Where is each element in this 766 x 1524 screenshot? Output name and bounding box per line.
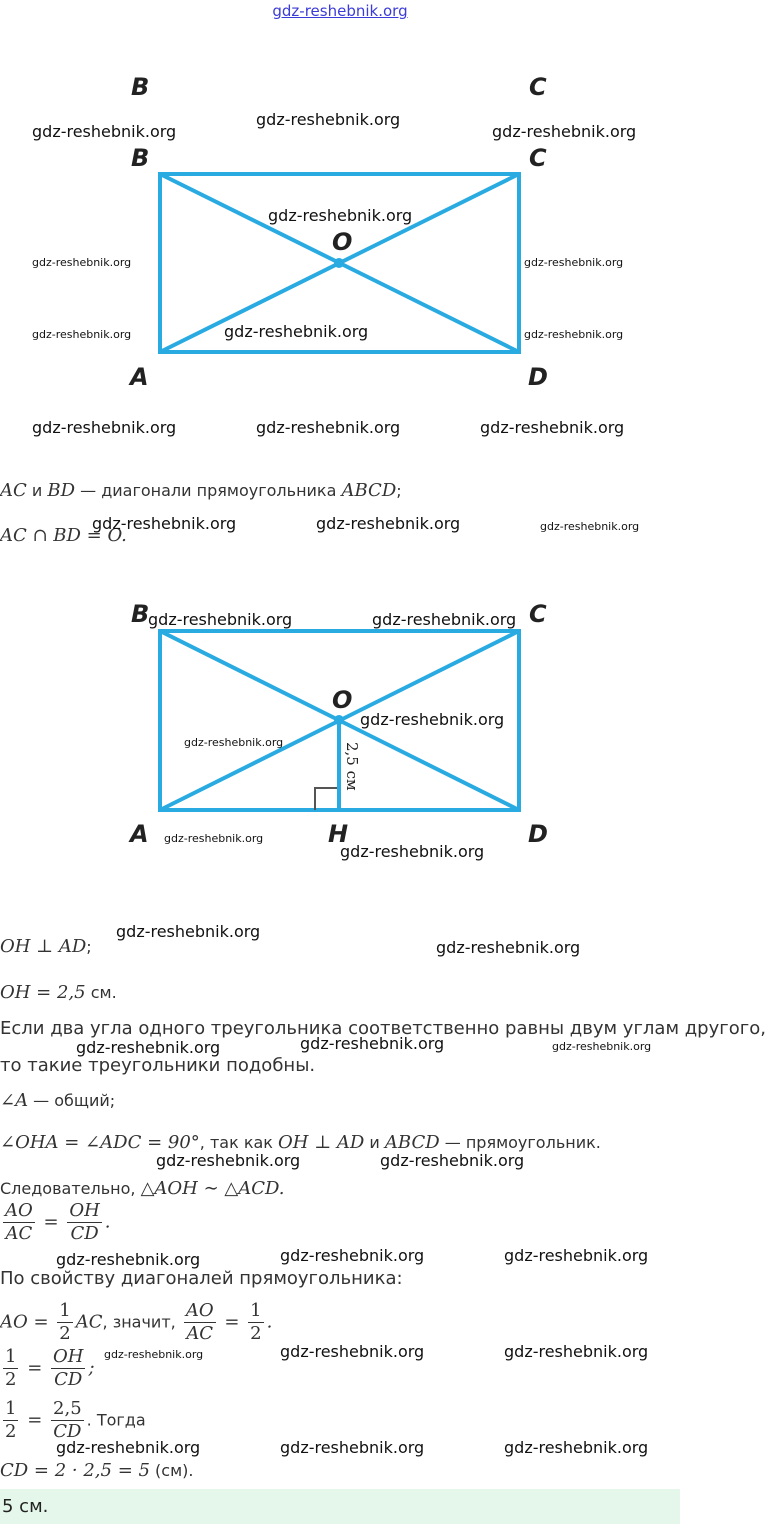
fig2-point-o — [334, 715, 344, 725]
text-and-2: и — [364, 1133, 385, 1152]
fig1-label-c: C — [529, 144, 547, 172]
watermark: gdz-reshebnik.org — [256, 110, 401, 129]
watermark: gdz-reshebnik.org — [76, 1038, 221, 1057]
frac-den: 2 — [5, 1421, 17, 1442]
fig1-label-o: O — [332, 228, 353, 256]
watermark: gdz-reshebnik.org — [56, 1250, 201, 1269]
watermark: gdz-reshebnik.org — [224, 322, 369, 341]
solution-line-common-angle — [0, 1090, 115, 1111]
frac-one-half — [57, 1300, 72, 1345]
math-bd: BD — [47, 480, 76, 501]
solution-line-cd-value — [0, 1460, 193, 1481]
watermark: gdz-reshebnik.org — [316, 514, 461, 533]
frac-den: AC — [186, 1323, 214, 1344]
fig2-label-h: H — [328, 820, 349, 848]
watermark: gdz-reshebnik.org — [300, 1034, 445, 1053]
watermark: gdz-reshebnik.org — [504, 1438, 649, 1457]
solution-line-diagonals — [0, 480, 402, 501]
text-cm: см. — [85, 983, 117, 1002]
fig1-top-label-b: B — [131, 73, 150, 101]
frac-num: OH — [69, 1200, 100, 1221]
watermark: gdz-reshebnik.org — [552, 1040, 652, 1053]
top-watermark-link[interactable]: gdz-reshebnik.org — [272, 2, 408, 20]
math-oh-perp-ad: OH ⊥ AD — [0, 936, 87, 957]
solution-line-property: По свойству диагоналей прямоугольника: — [0, 1268, 403, 1289]
text-and: и — [26, 481, 48, 500]
solution-line-oh-value — [0, 982, 117, 1003]
frac-den: CD — [54, 1369, 83, 1390]
frac-25-cd — [51, 1398, 84, 1443]
watermark: gdz-reshebnik.org — [56, 1438, 201, 1457]
frac-one-half-3 — [3, 1346, 18, 1391]
watermark: gdz-reshebnik.org — [148, 610, 293, 629]
period: . — [266, 1311, 273, 1333]
watermark: gdz-reshebnik.org — [268, 206, 413, 225]
text-therefore: Следовательно, — [0, 1179, 141, 1198]
frac-den: 2 — [59, 1323, 71, 1344]
solution-line-intersection: AC ∩ BD = O. — [0, 525, 127, 546]
math-abcd: ABCD — [341, 480, 397, 501]
solution-theorem-line-2: то такие треугольники подобны. — [0, 1055, 316, 1076]
frac-num: 1 — [59, 1300, 71, 1321]
solution-line-half-eq-ratio — [0, 1346, 95, 1391]
frac-num: 1 — [5, 1346, 17, 1367]
fig1-point-o — [334, 258, 344, 268]
text-semicolon: ; — [396, 481, 402, 500]
watermark: gdz-reshebnik.org — [32, 122, 177, 141]
frac-num: 1 — [5, 1398, 17, 1419]
frac-num: 1 — [250, 1300, 262, 1321]
watermark: gdz-reshebnik.org — [380, 1151, 525, 1170]
watermark: gdz-reshebnik.org — [492, 122, 637, 141]
solution-line-ratio — [0, 1200, 111, 1245]
math-ac-2: AC — [75, 1311, 103, 1333]
watermark: gdz-reshebnik.org — [92, 514, 237, 533]
fig2-label-c: C — [529, 600, 547, 628]
watermark: gdz-reshebnik.org — [32, 256, 132, 269]
watermark: gdz-reshebnik.org — [280, 1438, 425, 1457]
watermark: gdz-reshebnik.org — [256, 418, 401, 437]
fig1-label-a: A — [130, 363, 149, 391]
text-common: — общий; — [28, 1091, 116, 1110]
semicolon: ; — [88, 1357, 95, 1379]
watermark: gdz-reshebnik.org — [504, 1342, 649, 1361]
fig2-right-angle-mark — [315, 788, 337, 810]
frac-ao-ac-2 — [184, 1300, 216, 1345]
text-since: , так как — [199, 1133, 279, 1152]
watermark: gdz-reshebnik.org — [104, 1348, 204, 1361]
math-ao-eq: AO = — [0, 1311, 49, 1333]
solution-line-half-eq-value — [0, 1398, 146, 1443]
math-abcd-2: ABCD — [384, 1132, 440, 1153]
watermark: gdz-reshebnik.org — [360, 710, 505, 729]
fig2-label-o: O — [332, 686, 353, 714]
fig2-label-b: B — [131, 600, 150, 628]
text-hence: , значит, — [102, 1312, 181, 1332]
watermark: gdz-reshebnik.org — [480, 418, 625, 437]
watermark: gdz-reshebnik.org — [116, 922, 261, 941]
text-cm-2: (см). — [149, 1461, 194, 1480]
text-semicolon-2: ; — [86, 937, 92, 956]
answer-box — [0, 1489, 680, 1524]
math-cd-calc: CD = 2 · 2,5 = 5 — [0, 1460, 150, 1481]
watermark: gdz-reshebnik.org — [280, 1246, 425, 1265]
math-angles-90: ∠OHA = ∠ADC = 90° — [0, 1132, 200, 1153]
equals-sign: = — [224, 1311, 240, 1333]
solution-theorem-line-1: Если два угла одного треугольника соответственно равны двум углам другого, — [0, 1018, 766, 1039]
equals-sign: = — [27, 1357, 43, 1379]
frac-den: 2 — [250, 1323, 262, 1344]
frac-den: CD — [53, 1421, 82, 1442]
equals-sign: = — [43, 1211, 59, 1233]
watermark: gdz-reshebnik.org — [524, 328, 624, 341]
watermark: gdz-reshebnik.org — [32, 418, 177, 437]
math-ac: AC — [0, 480, 27, 501]
period: . — [104, 1211, 111, 1233]
watermark: gdz-reshebnik.org — [436, 938, 581, 957]
frac-oh-cd — [67, 1200, 101, 1245]
frac-den: 2 — [5, 1369, 17, 1390]
math-oh-perp-ad-2: OH ⊥ AD — [278, 1132, 365, 1153]
fig1-label-d: D — [528, 363, 548, 391]
frac-den: CD — [70, 1223, 99, 1244]
equals-sign: = — [27, 1409, 43, 1431]
fig1-top-label-c: C — [529, 73, 547, 101]
frac-one-half-2 — [248, 1300, 263, 1345]
watermark: gdz-reshebnik.org — [280, 1342, 425, 1361]
frac-ao-ac — [3, 1200, 35, 1245]
solution-line-similarity — [0, 1178, 285, 1199]
watermark: gdz-reshebnik.org — [32, 328, 132, 341]
watermark: gdz-reshebnik.org — [524, 256, 624, 269]
text-diagonals: — диагонали прямоугольника — [75, 481, 342, 500]
math-oh-value: OH = 2,5 — [0, 982, 86, 1003]
fig2-oh-length-label: 2,5 см — [343, 742, 361, 791]
frac-num: OH — [53, 1346, 84, 1367]
text-rectangle: — прямоугольник. — [439, 1133, 601, 1152]
watermark: gdz-reshebnik.org — [184, 736, 284, 749]
solution-line-ao-half — [0, 1300, 272, 1345]
text-then: . Тогда — [86, 1410, 146, 1430]
math-similar-triangles: △AOH ∼ △ACD. — [140, 1178, 285, 1199]
solution-line-perpendicular — [0, 936, 92, 957]
frac-num: AO — [185, 1300, 214, 1321]
frac-one-half-4 — [3, 1398, 18, 1443]
fig2-label-d: D — [528, 820, 548, 848]
watermark: gdz-reshebnik.org — [504, 1246, 649, 1265]
watermark: gdz-reshebnik.org — [372, 610, 517, 629]
math-angle-a: ∠A — [0, 1090, 29, 1111]
watermark: gdz-reshebnik.org — [340, 842, 485, 861]
watermark: gdz-reshebnik.org — [156, 1151, 301, 1170]
solution-line-right-angles — [0, 1132, 601, 1153]
frac-num: 2,5 — [53, 1398, 82, 1419]
frac-num: AO — [5, 1200, 33, 1221]
watermark: gdz-reshebnik.org — [540, 520, 640, 533]
frac-oh-cd-2 — [51, 1346, 85, 1391]
frac-den: AC — [5, 1223, 33, 1244]
answer-text: 5 см. — [2, 1496, 49, 1517]
watermark: gdz-reshebnik.org — [164, 832, 264, 845]
fig2-label-a: A — [130, 820, 149, 848]
fig1-label-b: B — [131, 144, 150, 172]
